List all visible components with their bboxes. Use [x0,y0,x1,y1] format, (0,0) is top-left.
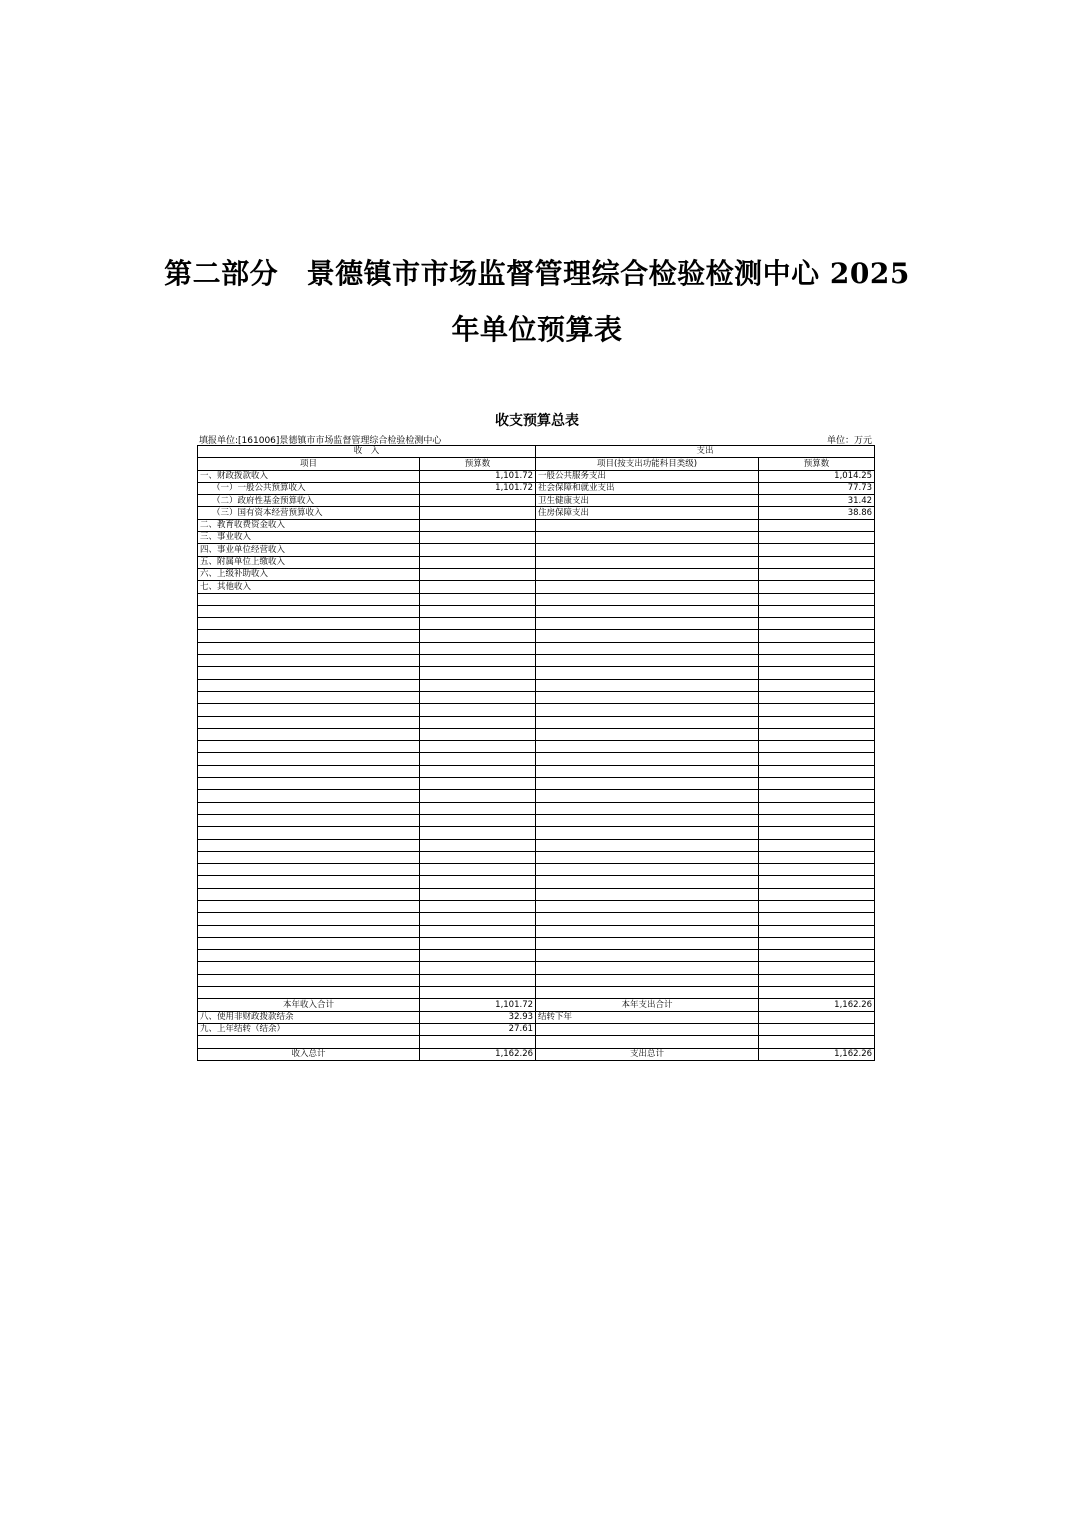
empty-cell [536,950,759,962]
expense-amount [759,544,875,556]
empty-cell [198,864,420,876]
empty-cell [198,987,420,999]
empty-cell [759,851,875,863]
empty-cell [198,937,420,949]
expense-item [536,1023,759,1035]
empty-cell [759,925,875,937]
table-title: 收支预算总表 [495,413,579,429]
empty-cell [536,593,759,605]
empty-cell [536,630,759,642]
income-item: 九、上年结转（结余） [198,1023,420,1035]
year-total-row [198,999,875,1011]
empty-cell [536,913,759,925]
income-amount [420,544,536,556]
empty-cell [198,593,420,605]
empty-cell [198,974,420,986]
empty-cell [420,790,536,802]
empty-cell [759,839,875,851]
table-row [198,495,875,507]
expense-amount [759,556,875,568]
expense-item [536,556,759,568]
income-item: 一、财政拨款收入 [198,470,420,482]
empty-cell [198,667,420,679]
empty-row [198,839,875,851]
empty-cell [198,814,420,826]
empty-cell [420,593,536,605]
expense-amount [759,568,875,580]
income-amount: 1,101.72 [420,470,536,482]
empty-cell [759,667,875,679]
empty-cell [536,728,759,740]
expense-amount [759,1011,875,1023]
empty-cell [420,778,536,790]
income-amount-header: 预算数 [420,458,536,470]
empty-cell [198,605,420,617]
expense-amount: 1,014.25 [759,470,875,482]
empty-cell [198,802,420,814]
empty-cell [759,790,875,802]
empty-cell [536,864,759,876]
empty-cell [759,900,875,912]
empty-cell [198,618,420,630]
empty-cell [198,778,420,790]
empty-row [198,864,875,876]
empty-cell [420,605,536,617]
empty-cell [198,728,420,740]
expense-item [536,544,759,556]
empty-cell [198,827,420,839]
expense-amount: 38.86 [759,507,875,519]
expense-item: 结转下年 [536,1011,759,1023]
expense-item [536,519,759,531]
empty-row [198,950,875,962]
empty-cell [536,765,759,777]
empty-cell [536,974,759,986]
empty-cell [759,618,875,630]
income-item: （三）国有资本经营预算收入 [198,507,420,519]
expense-amount-header: 预算数 [759,458,875,470]
income-item: （一）一般公共预算收入 [198,482,420,494]
table-row [198,568,875,580]
empty-cell [536,802,759,814]
empty-cell [759,888,875,900]
empty-cell [536,987,759,999]
empty-cell [198,691,420,703]
income-item: 七、其他收入 [198,581,420,593]
empty-cell [759,728,875,740]
expense-total-amount: 1,162.26 [759,1048,875,1060]
empty-cell [536,618,759,630]
empty-cell [536,900,759,912]
empty-cell [420,962,536,974]
income-item [198,1036,420,1048]
income-amount [420,519,536,531]
income-amount: 27.61 [420,1023,536,1035]
empty-cell [420,704,536,716]
empty-cell [759,974,875,986]
expense-item [536,532,759,544]
expense-item [536,568,759,580]
empty-cell [536,827,759,839]
table-row [198,470,875,482]
header-row-1 [198,446,875,458]
table-row [198,1011,875,1023]
empty-cell [420,716,536,728]
year-expense-amount: 1,162.26 [759,999,875,1011]
empty-cell [420,974,536,986]
empty-cell [420,667,536,679]
income-item: 二、教育收费资金收入 [198,519,420,531]
income-amount: 32.93 [420,1011,536,1023]
income-amount: 1,101.72 [420,482,536,494]
empty-row [198,876,875,888]
empty-cell [759,741,875,753]
empty-cell [536,851,759,863]
empty-cell [536,839,759,851]
empty-cell [420,864,536,876]
expense-item: 一般公共服务支出 [536,470,759,482]
expense-item: 住房保障支出 [536,507,759,519]
income-item-header: 项目 [198,458,420,470]
expense-item [536,1036,759,1048]
table-row [198,556,875,568]
empty-cell [198,962,420,974]
empty-cell [759,814,875,826]
table-row [198,1036,875,1048]
empty-row [198,814,875,826]
empty-cell [198,741,420,753]
empty-cell [536,704,759,716]
empty-cell [759,864,875,876]
empty-cell [536,753,759,765]
empty-cell [420,888,536,900]
income-amount [420,532,536,544]
empty-row [198,618,875,630]
empty-cell [420,741,536,753]
empty-row [198,790,875,802]
table-row [198,507,875,519]
empty-row [198,765,875,777]
expense-item: 社会保障和就业支出 [536,482,759,494]
empty-row [198,642,875,654]
income-item: 八、使用非财政拨款结余 [198,1011,420,1023]
income-amount [420,507,536,519]
empty-cell [536,741,759,753]
income-item: （二）政府性基金预算收入 [198,495,420,507]
empty-row [198,716,875,728]
empty-cell [420,728,536,740]
income-amount [420,556,536,568]
empty-cell [420,851,536,863]
empty-cell [198,913,420,925]
empty-cell [420,925,536,937]
year-income-label: 本年收入合计 [198,999,420,1011]
empty-cell [536,876,759,888]
expense-amount [759,532,875,544]
table-row [198,1023,875,1035]
empty-cell [759,630,875,642]
empty-cell [759,962,875,974]
empty-cell [759,987,875,999]
empty-cell [536,790,759,802]
expense-item-header: 项目(按支出功能科目类级) [536,458,759,470]
empty-cell [420,814,536,826]
empty-row [198,888,875,900]
empty-cell [420,950,536,962]
empty-row [198,851,875,863]
income-item: 五、附属单位上缴收入 [198,556,420,568]
income-amount [420,1036,536,1048]
empty-cell [759,876,875,888]
empty-cell [420,876,536,888]
empty-cell [420,827,536,839]
empty-row [198,913,875,925]
expense-header: 支出 [536,446,875,458]
income-amount [420,581,536,593]
empty-cell [420,679,536,691]
income-amount [420,568,536,580]
empty-cell [198,753,420,765]
filing-unit: 填报单位:[161006]景德镇市市场监督管理综合检验检测中心 [199,436,442,446]
empty-cell [759,913,875,925]
empty-cell [420,913,536,925]
expense-item: 卫生健康支出 [536,495,759,507]
income-item: 三、事业收入 [198,532,420,544]
empty-cell [198,716,420,728]
empty-cell [420,642,536,654]
empty-cell [536,925,759,937]
empty-cell [420,937,536,949]
grand-total-row [198,1048,875,1060]
table-row [198,581,875,593]
empty-cell [536,655,759,667]
empty-cell [536,778,759,790]
empty-row [198,753,875,765]
empty-row [198,827,875,839]
income-header: 收 入 [198,446,536,458]
empty-row [198,937,875,949]
empty-cell [759,765,875,777]
empty-cell [536,937,759,949]
empty-cell [198,704,420,716]
empty-cell [759,827,875,839]
empty-cell [536,888,759,900]
empty-cell [759,593,875,605]
empty-cell [420,691,536,703]
empty-cell [198,790,420,802]
income-total-label: 收入总计 [198,1048,420,1060]
empty-cell [198,888,420,900]
empty-row [198,691,875,703]
empty-cell [420,987,536,999]
empty-cell [198,950,420,962]
year-income-amount: 1,101.72 [420,999,536,1011]
empty-cell [759,716,875,728]
income-item: 四、事业单位经营收入 [198,544,420,556]
page-title-line1: 第二部分 景德镇市市场监督管理综合检验检测中心 2025 [164,257,910,290]
empty-cell [759,704,875,716]
empty-cell [536,667,759,679]
empty-cell [759,691,875,703]
empty-cell [198,851,420,863]
empty-row [198,605,875,617]
empty-row [198,778,875,790]
empty-cell [759,950,875,962]
empty-cell [198,925,420,937]
empty-cell [536,642,759,654]
expense-item [536,581,759,593]
income-amount [420,495,536,507]
expense-total-label: 支出总计 [536,1048,759,1060]
empty-row [198,925,875,937]
empty-cell [536,679,759,691]
empty-cell [759,778,875,790]
empty-cell [759,802,875,814]
empty-row [198,655,875,667]
expense-amount [759,1036,875,1048]
empty-row [198,741,875,753]
year-expense-label: 本年支出合计 [536,999,759,1011]
empty-cell [420,839,536,851]
budget-summary-table [197,445,875,1061]
empty-cell [759,679,875,691]
empty-cell [759,655,875,667]
table-row [198,544,875,556]
expense-amount [759,1023,875,1035]
empty-cell [759,937,875,949]
empty-cell [198,642,420,654]
empty-cell [536,605,759,617]
table-row [198,519,875,531]
empty-cell [420,655,536,667]
empty-cell [420,630,536,642]
empty-cell [420,900,536,912]
empty-row [198,667,875,679]
empty-row [198,962,875,974]
empty-cell [759,642,875,654]
page-title-line2: 年单位预算表 [451,313,623,346]
empty-cell [420,765,536,777]
expense-amount [759,581,875,593]
empty-cell [536,814,759,826]
empty-cell [198,900,420,912]
empty-cell [759,605,875,617]
empty-cell [536,962,759,974]
expense-amount [759,519,875,531]
income-total-amount: 1,162.26 [420,1048,536,1060]
empty-row [198,802,875,814]
empty-cell [198,839,420,851]
empty-cell [420,753,536,765]
empty-cell [420,802,536,814]
empty-cell [198,630,420,642]
table-row [198,532,875,544]
empty-cell [198,876,420,888]
empty-row [198,987,875,999]
empty-cell [536,716,759,728]
empty-cell [759,753,875,765]
expense-amount: 77.73 [759,482,875,494]
empty-cell [536,691,759,703]
empty-row [198,704,875,716]
empty-cell [420,618,536,630]
empty-row [198,630,875,642]
empty-row [198,900,875,912]
header-row-2 [198,458,875,470]
empty-row [198,679,875,691]
currency-unit: 单位：万元 [826,436,872,446]
empty-cell [198,655,420,667]
income-item: 六、上级补助收入 [198,568,420,580]
empty-cell [198,765,420,777]
table-row [198,482,875,494]
empty-row [198,593,875,605]
empty-row [198,974,875,986]
expense-amount: 31.42 [759,495,875,507]
empty-cell [198,679,420,691]
empty-row [198,728,875,740]
